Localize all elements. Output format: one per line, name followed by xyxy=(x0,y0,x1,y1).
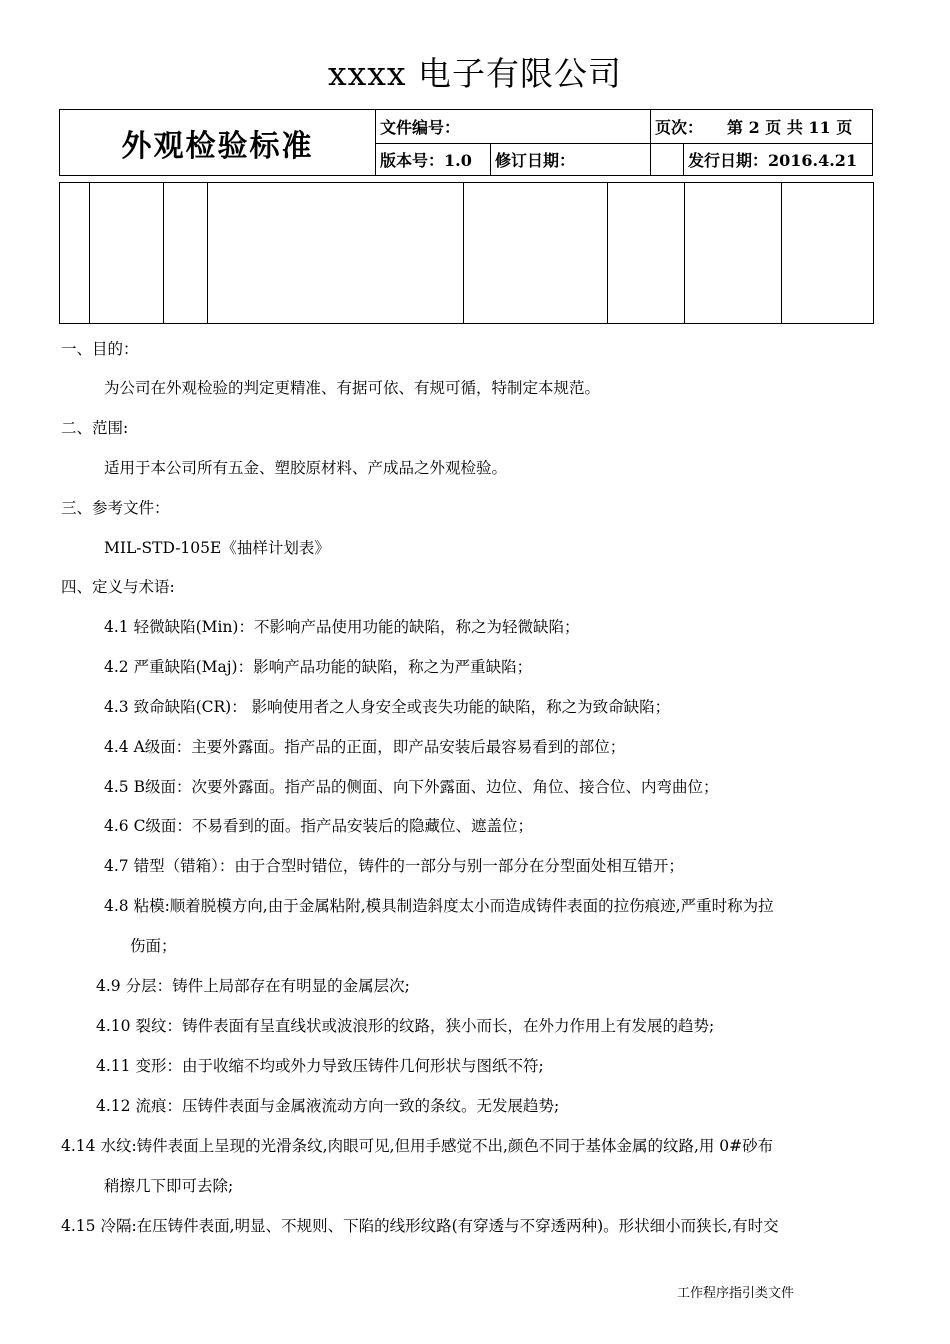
document-title: 外观检验标准 xyxy=(121,128,314,164)
column-divider xyxy=(684,183,685,323)
column-divider xyxy=(163,183,164,323)
definition-item: 4.12 流痕：压铸件表面与金属液流动方向一致的条纹。无发展趋势; xyxy=(96,1097,560,1115)
company-name: xxxx 电子有限公司 xyxy=(328,54,622,93)
header-table xyxy=(59,109,873,176)
section-title: 一、目的： xyxy=(61,340,139,358)
section-title: 二、范围: xyxy=(61,419,129,437)
definition-item: 4.9 分层：铸件上局部存在有明显的金属层次; xyxy=(96,977,410,995)
footer-text: 工作程序指引类文件 xyxy=(677,1286,795,1301)
definition-item: 4.10 裂纹：铸件表面有呈直线状或波浪形的纹路，狭小而长，在外力作用上有发展的趋势; xyxy=(96,1017,715,1035)
column-divider xyxy=(781,183,782,323)
definition-item: 4.1 轻微缺陷(Min)：不影响产品使用功能的缺陷，称之为轻微缺陷； xyxy=(104,618,580,636)
definition-item-continued: 伤面； xyxy=(130,937,177,955)
column-divider xyxy=(607,183,608,323)
version-number: 版本号：1.0 xyxy=(380,150,472,170)
column-divider xyxy=(207,183,208,323)
page-label: 页次： xyxy=(655,118,704,137)
definition-item: 4.4 A级面：主要外露面。指产品的正面，即产品安装后最容易看到的部位； xyxy=(104,738,626,756)
definition-item: 4.7 错型（错箱）：由于合型时错位，铸件的一部分与别一部分在分型面处相互错开； xyxy=(104,857,684,875)
paragraph: 为公司在外观检验的判定更精准、有据可依、有规可循，特制定本规范。 xyxy=(104,379,601,397)
definition-item: 4.6 C级面：不易看到的面。指产品安装后的隐藏位、遮盖位； xyxy=(104,817,533,835)
definition-item-continued: 稍擦几下即可去除; xyxy=(104,1177,234,1195)
section-title: 三、参考文件： xyxy=(61,499,170,517)
issue-date: 发行日期：2016.4.21 xyxy=(688,150,858,170)
revise-date: 修订日期： xyxy=(495,150,576,170)
definition-item: 4.5 B级面：次要外露面。指产品的侧面、向下外露面、边位、角位、接合位、内弯曲位； xyxy=(104,778,719,796)
paragraph: MIL-STD-105E《抽样计划表》 xyxy=(104,539,330,557)
revision-table xyxy=(59,182,874,324)
doc-number-label: 文件编号： xyxy=(380,118,461,137)
column-divider xyxy=(463,183,464,323)
definition-item: 4.15 冷隔:在压铸件表面,明显、不规则、下陷的线形纹路(有穿透与不穿透两种)。形状细小而狭长,有时交 xyxy=(61,1217,779,1235)
section-title: 四、定义与术语: xyxy=(61,578,175,596)
definition-item: 4.3 致命缺陷(CR)： 影响使用者之人身安全或丧失功能的缺陷，称之为致命缺陷； xyxy=(104,698,671,716)
paragraph: 适用于本公司所有五金、塑胶原材料、产成品之外观检验。 xyxy=(104,459,508,477)
column-divider xyxy=(89,183,90,323)
definition-item: 4.14 水纹:铸件表面上呈现的光滑条纹,肉眼可见,但用手感觉不出,颜色不同于基体金属的纹路,用 0#砂布 xyxy=(61,1137,774,1155)
definition-item: 4.11 变形：由于收缩不均或外力导致压铸件几何形状与图纸不符; xyxy=(96,1057,544,1075)
definition-item: 4.2 严重缺陷(Maj)：影响产品功能的缺陷，称之为严重缺陷； xyxy=(104,658,533,676)
page-value: 第 2 页 共 11 页 xyxy=(727,118,853,137)
definition-item: 4.8 粘模:顺着脱模方向,由于金属粘附,模具制造斜度太小而造成铸件表面的拉伤痕迹,严重时称为拉 xyxy=(104,897,774,915)
